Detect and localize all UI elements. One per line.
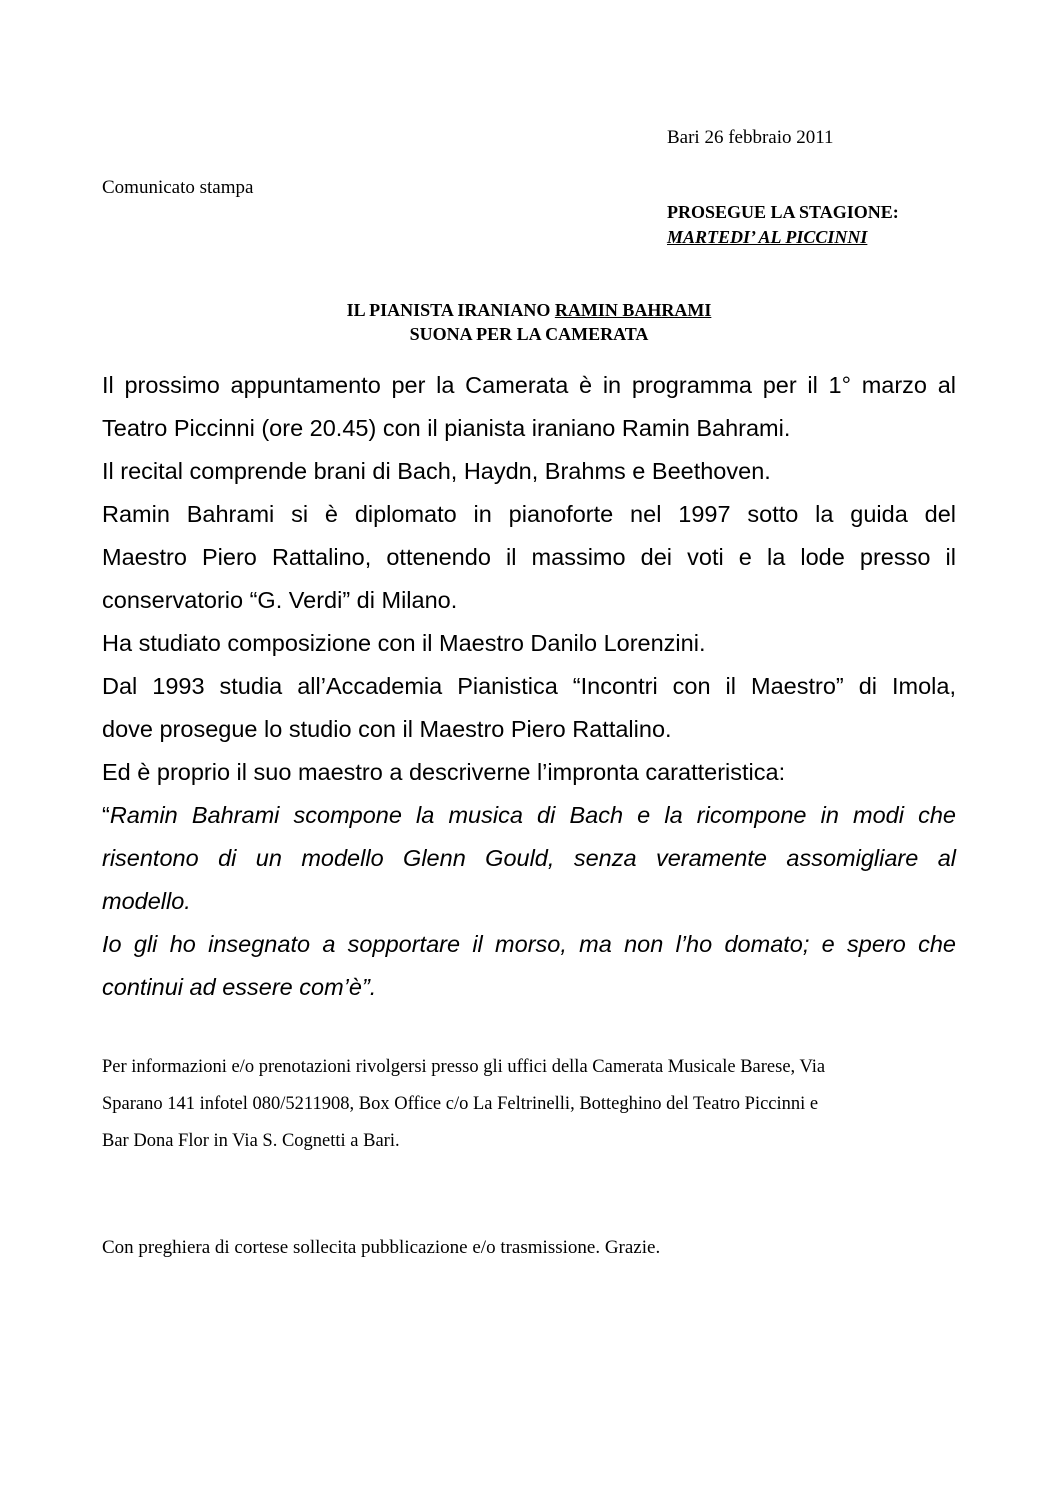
headline-prefix: IL PIANISTA IRANIANO: [346, 300, 555, 320]
body-line: Teatro Piccinni (ore 20.45) con il pianista iraniano Ramin Bahrami.: [102, 415, 791, 441]
body-line: Il prossimo appuntamento per la Camerata è in programma per il 1° marzo al: [102, 372, 956, 398]
quote-line: continui ad essere com’è”.: [102, 974, 377, 1000]
quote-text: Ramin Bahrami scompone la musica di Bach e la ricompone in modi che: [109, 802, 956, 828]
press-release-date: Bari 26 febbraio 2011: [667, 127, 834, 148]
season-subtitle: MARTEDI’ AL PICCINNI: [667, 227, 868, 247]
headline-line-1: [0, 300, 1058, 321]
body-line: Ramin Bahrami si è diplomato in pianoforte nel 1997 sotto la guida del: [102, 501, 956, 527]
body-line: dove prosegue lo studio con il Maestro Piero Rattalino.: [102, 716, 672, 742]
info-line: Sparano 141 infotel 080/5211908, Box Office c/o La Feltrinelli, Botteghino del Teatro Piccinni e: [102, 1094, 819, 1114]
body-line: Il recital comprende brani di Bach, Haydn, Brahms e Beethoven.: [102, 458, 771, 484]
body-line: Ha studiato composizione con il Maestro Danilo Lorenzini.: [102, 630, 706, 656]
closing-note: Con preghiera di cortese sollecita pubblicazione e/o trasmissione. Grazie.: [102, 1237, 661, 1258]
headline-pianist-name: RAMIN BAHRAMI: [554, 300, 712, 320]
body-line: Dal 1993 studia all’Accademia Pianistica “Incontri con il Maestro” di Imola,: [102, 673, 956, 699]
body-line: Maestro Piero Rattalino, ottenendo il massimo dei voti e la lode presso il: [102, 544, 956, 570]
quote-line: risentono di un modello Glenn Gould, senza veramente assomigliare al: [102, 845, 956, 871]
contact-info: [102, 1049, 962, 1160]
article-body: [102, 364, 956, 1009]
headline-line-2: SUONA PER LA CAMERATA: [409, 324, 649, 344]
body-line: Ed è proprio il suo maestro a descriverne l’impronta caratteristica:: [102, 759, 786, 785]
quote-line: [102, 794, 956, 837]
body-line: conservatorio “G. Verdi” di Milano.: [102, 587, 458, 613]
quote-line: modello.: [102, 888, 191, 914]
document-label: Comunicato stampa: [102, 177, 254, 198]
quote-line: Io gli ho insegnato a sopportare il morso, ma non l’ho domato; e spero che: [102, 931, 956, 957]
info-line: Per informazioni e/o prenotazioni rivolgersi presso gli uffici della Camerata Musicale Barese, Via: [102, 1057, 826, 1077]
quote-open-mark: “: [102, 802, 110, 828]
info-line: Bar Dona Flor in Via S. Cognetti a Bari.: [102, 1131, 400, 1151]
season-title: PROSEGUE LA STAGIONE:: [667, 202, 899, 222]
